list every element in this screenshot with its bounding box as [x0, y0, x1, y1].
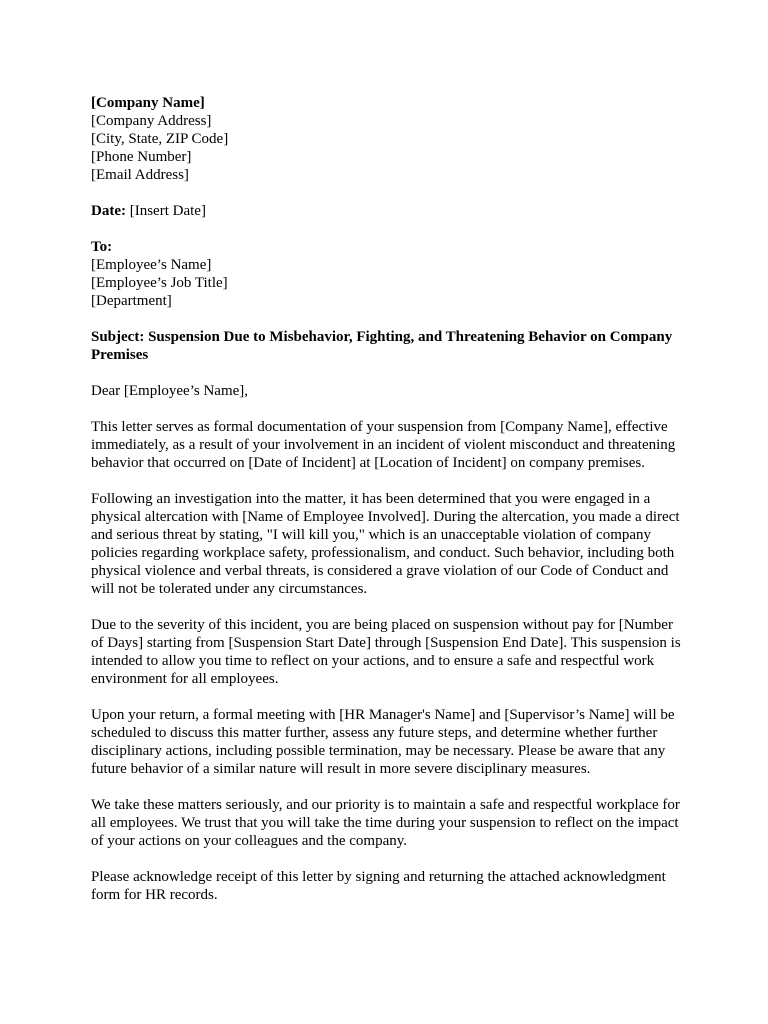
- body-paragraph-1: This letter serves as formal documentation of your suspension from [Company Name], effective immediately, as a result of your involvement in an incident of violent misconduct and threatening behavior that occurred on [Date of Incident] at [Location of Incident] on company premises.: [91, 419, 676, 471]
- recipient-job-title: [Employee’s Job Title]: [91, 275, 228, 291]
- recipient-label: To:: [91, 239, 113, 255]
- recipient-department: [Department]: [91, 293, 172, 309]
- subject-line: Subject: Suspension Due to Misbehavior, Fighting, and Threatening Behavior on Company Premises: [91, 329, 673, 363]
- letter-page: [91, 94, 687, 922]
- body-paragraph-2: Following an investigation into the matter, it has been determined that you were engaged in a physical altercation with [Name of Employee Involved]. During the altercation, you made a direct and serious threat by stating, "I will kill you," which is an unacceptable violation of company policies regarding workplace safety, professionalism, and conduct. Such behavior, including both physical violence and verbal threats, is considered a grave violation of our Code of Conduct and will not be tolerated under any circumstances.: [91, 491, 680, 597]
- body-paragraph-5: We take these matters seriously, and our priority is to maintain a safe and respectful workplace for all employees. We trust that you will take the time during your suspension to reflect on the impact of your actions on your colleagues and the company.: [91, 797, 680, 849]
- salutation: Dear [Employee’s Name],: [91, 383, 249, 399]
- date-label: Date:: [91, 203, 126, 219]
- date-value: [Insert Date]: [125, 203, 206, 219]
- city-state-zip: [City, State, ZIP Code]: [91, 131, 229, 147]
- company-address: [Company Address]: [91, 113, 212, 129]
- recipient-name: [Employee’s Name]: [91, 257, 212, 273]
- email-address: [Email Address]: [91, 167, 189, 183]
- body-paragraph-4: Upon your return, a formal meeting with [HR Manager's Name] and [Supervisor’s Name] will be scheduled to discuss this matter further, assess any future steps, and determine whether further disciplinary actions, including possible termination, may be necessary. Please be aware that any future behavior of a similar nature will result in more severe disciplinary measures.: [91, 707, 675, 777]
- sender-block: [91, 94, 687, 184]
- phone-number: [Phone Number]: [91, 149, 192, 165]
- recipient-block: [91, 238, 687, 310]
- body-paragraph-6: Please acknowledge receipt of this letter by signing and returning the attached acknowledgment form for HR records.: [91, 869, 666, 903]
- date-line: [91, 202, 687, 220]
- company-name: [Company Name]: [91, 95, 205, 111]
- body-paragraph-3: Due to the severity of this incident, you are being placed on suspension without pay for [Number of Days] starting from [Suspension Start Date] through [Suspension End Date]. This suspension is intended to allow you time to reflect on your actions, and to ensure a safe and respectful work environment for all employees.: [91, 617, 681, 687]
